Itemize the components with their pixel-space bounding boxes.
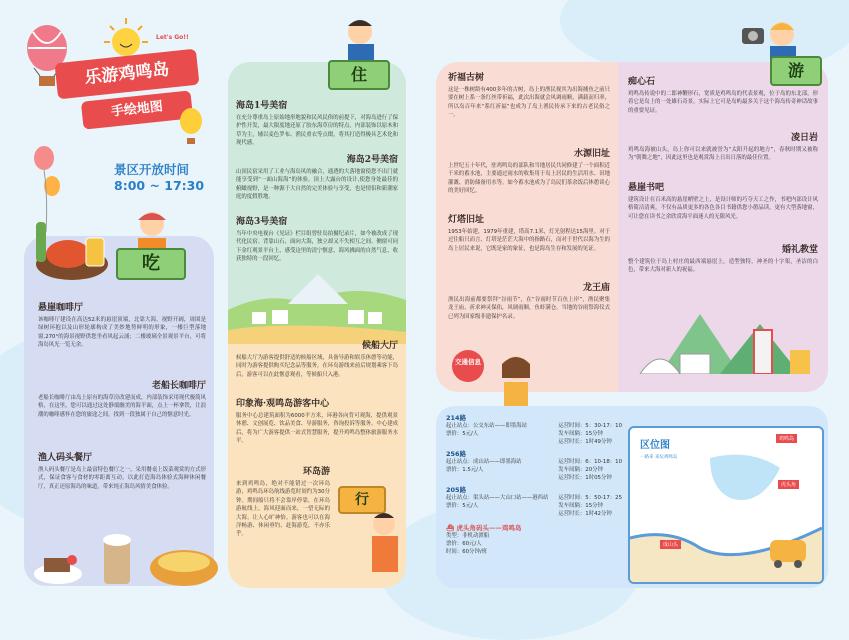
opening-hours-time: 8:00 ~ 17:30 [114,178,205,193]
stay-extra-title: 候船大厅 [361,341,398,351]
bus-icon-route-name: 205路 [446,486,467,494]
stay-item-text: 当年中央电视台《见证》栏目组曾驻岛拍摄纪录片，如今被改成了现代化民宿。背靠山石、面向大海，独立却又不失相互之间。侧窗可同下金红观景平台上，感受这里的清宁惬意，海风拂面的自然气息，收获独特的一段回忆。 [236,231,398,263]
route-214 [446,414,622,446]
tour-item-title: 龙王庙 [582,283,610,293]
tour-item-title: 灯塔旧址 [448,215,485,225]
route-label: 发车间隔： [558,503,586,509]
tour-item-text: 鸡鸣岛海被山头，岛上你可以来就被誉为“太阳升起的地方”，春秋时期又被称为“朝舞之地”，因此这里也是观赏海上日出日落的最佳位置。 [628,147,818,162]
tour-item-title: 悬崖书吧 [628,183,665,193]
stay-extra-0 [236,338,398,379]
ferry-route [446,524,622,556]
person-holding-sign-icon [336,14,396,64]
eat-item-0 [38,300,206,350]
route-label: 票价： [446,503,463,509]
stay-extra-1 [236,396,398,446]
tour-right-2 [628,180,818,221]
tour-item-text: 整个建筑位于岛上村庄的最西端悬崖上，造型独特，神圣的十字架，圣洁的白色，带来大海对新人的祝福。 [628,259,818,274]
ferry-name: 虎头角码头——鸡鸣岛 [456,524,522,532]
route-value: 1时49分钟 [585,439,612,445]
route-value: 1.5元/人 [462,467,484,473]
tour-item-text: 上世纪五十年代，驻鸡鸣岛的部队和当地居民共同修建了一个面积近千米的蓄水池，主要通过雨水的收集用于岛上居民的生活用水、田地灌溉、消防储备用水等。如今蓄水池成为了岛民们茶余饭后休憩谈心的美好回忆。 [448,163,610,195]
eat-item-text: 老船长咖啡厅由岛上原有的海草房改建而成，内部装饰采用现代极简风格，在这里，您可以通过这处静谧幽美的海平面，点上一杯拿铁，让浪潮的咖啡感怀在您的旅途之间，找到一段独属于自己的惬意时光。 [38,395,206,418]
route-value: 公交东站——即墨海站 [472,423,527,429]
route-value: 5元/人 [462,503,479,509]
route-value: 成山站——即墨海站 [472,459,522,465]
route-label: 类型： [446,533,463,539]
tour-item-title: 婚礼教堂 [781,245,818,255]
route-value: 5：30-17：10 [585,423,622,429]
page-title: 乐游鸡鸣岛 [55,49,200,100]
eat-badge: 吃 [116,248,186,280]
map-drawing [630,428,822,582]
route-label: 运营时间： [558,495,586,501]
stay-item-title: 海岛1号美宿 [236,101,288,111]
stay-extra-title: 环岛游 [302,467,330,477]
waving-person-icon [360,508,410,578]
route-256 [446,450,622,482]
route-label: 发车间隔： [558,431,586,437]
stay-item-0 [236,98,398,148]
route-value: 5元/人 [462,431,479,437]
tour-left-3 [448,280,610,321]
route-label: 起止站点： [446,459,473,465]
route-value: 60元/人 [462,541,482,547]
map-tag: 鸡鸣岛 [776,434,797,443]
map-title: 区位图 [640,440,670,451]
bus-icon-route-name: 214路 [446,414,467,422]
stay-item-text: 山顶民宿采用了工业与海岛风的融合，通透的大落地窗使您不出门就能享受到“一面山海海”的体验。顶上大露台的设计,使您身处最佳的俯瞰视野，是一种源于大自然的完美体验与享受，也是情侣和新潮家庭的度假胜地。 [236,169,398,201]
tour-item-text: 鸡鸣岛传说中的二郎神鞭形石，宽质是鸡鸣岛的代表景观，位于岛的东北部，形着它是岛上的一处雄石奇景，实际上它可是岛屿最多关于这个海岛传奇神话故事的重要见证。 [628,91,818,114]
map-tag: 成山头 [660,540,681,549]
route-label: 票价： [446,467,463,473]
tour-left-1 [448,146,610,196]
stay-extra-title: 印象海·观鸣岛游客中心 [236,399,330,409]
route-205 [446,486,622,518]
traffic-sign-icon [448,348,488,384]
route-label: 时间： [446,549,463,555]
tour-right-0 [628,74,818,115]
route-label: 起止站点： [446,495,473,501]
tour-right-1 [628,130,818,163]
route-label: 票价： [446,541,463,547]
stay-extra-text: 候船大厅为游客提供舒适的候船区域，具备导游和娱乐休憩等功能，同时为游客提供购买纪念品等服务，在环岛游线来前后规划乘客下岛后，游客可以在此惬意观看，等候船只入港。 [236,355,398,378]
route-label: 票价： [446,431,463,437]
tour-item-title: 水源旧址 [573,149,610,159]
island-landmarks-illustration [620,284,828,374]
map-tag: 虎头角 [778,480,799,489]
stay-item-text: 在充分尊重岛上原始地形地貌和民风民俗的前提下，对海岛进行了保护性开发，最大限度地还原了胶东海草房的特点，内部装饰以原木和草为主，辅以麦色罗布、渔民重衣等点缀，将其打造得极具艺术化和现代感。 [236,115,398,147]
route-label: 运营时长： [558,475,586,481]
tour-item-text: 这是一株树龄有400多年的古树，岛上的渔民视其为出海捕鱼之前只要在树上系一条红丝带祈福，此次出海就会风调雨顺，满载而归率，所以岛百年来“系红祈福”也成为了岛上渔民传承下来的古老民俗之一。 [448,87,610,119]
route-value: 6：10-18：10 [585,459,622,465]
tour-item-title: 凌日岩 [790,133,818,143]
eat-item-text: 该咖啡厅建设在高达52米的悬崖顶端，北靠大海，视野开阔，周围是绿树环抱以及山形轮廓构成了美妙地势鲜明的形象，一楼巨型落地窗,270°的海景视野供您坐看风起云涌；二楼玻璃全景观景平台，可将海岛风光一览无余。 [38,317,206,349]
route-value: 20分钟 [585,467,603,473]
tour-left-0 [448,70,610,120]
route-label: 运营时长： [558,439,586,445]
tour-item-text: 1953年始建，1979年重建，塔高7.1米，灯光射程达15海里。对于过往船只而言，灯塔是茫茫大海中的指路石，而对于世代以海为生的岛上居民来说，它既是家的象征，也是海岛生存和发展的见证。 [448,229,610,252]
eat-item-title: 悬崖咖啡厅 [38,303,84,313]
tour-right-3 [628,242,818,275]
stay-item-1 [236,152,398,202]
route-value: 渠头站——大山口站——港西站 [472,495,549,501]
eat-item-title: 渔人码头餐厅 [38,453,93,463]
stay-extra-2 [236,464,330,539]
route-label: 运营时间： [558,423,586,429]
route-value: 60分钟/班 [462,549,488,555]
tour-left-2 [448,212,610,253]
island-village-illustration [228,260,406,344]
travel-badge: 行 [338,486,386,514]
balloon-icon [178,108,204,146]
map-subtitle: 一路来 来玩鸡鸣岛 [640,455,678,460]
route-value: 1时05分钟 [585,475,612,481]
stay-extra-text: 来到鸡鸣岛，绝对不能错过一次环岛游，鸡鸣岛环岛航线游览时间约为30分钟。期间船只将不会靠岸停靠，在环岛游航线上，海风迎面而来，一望无际的大海，让人心旷神怡。游客也可以在海洋畅游、休闲垂钓、赶海游览，不亦乐乎。 [236,481,330,538]
stay-item-2 [236,214,398,264]
opening-hours-label: 景区开放时间 [114,162,190,177]
route-label: 发车间隔： [558,467,586,473]
eat-item-2 [38,450,206,491]
route-label: 运营时长： [558,511,586,517]
route-label: 运营时间： [558,459,586,465]
route-value: 非机动渡船 [462,533,490,539]
tour-item-text: 渔民出海前都要祭拜“谷雨节”，在“谷雨时节百鱼上岸”，渔民聚集龙王庙，祈求神灵保佑，风调雨顺，鱼虾满仓。当地的谷雨祭海仪式已列为国家级非遗保护名录。 [448,297,610,320]
eat-item-title: 老船长咖啡厅 [151,381,206,391]
tour-badge: 游 [770,56,822,86]
route-value: 1时42分钟 [585,511,612,517]
stay-extra-text: 服务中心总建筑面积为6000平方米，环港各向背可观海，提供观景休憩、文创展览、饮品美食、导游服务，咨询投诉等服务。中心建成后，将为广大游客提供一站式智慧服务，提升鸡鸣岛整体旅游服务水平。 [236,413,398,445]
route-value: 15分钟 [585,503,603,509]
stay-item-title: 海岛2号美宿 [346,155,398,165]
route-value: 5：50-17：25 [585,495,622,501]
food-dishes-icon [28,524,224,594]
eat-item-text: 渔人码头餐厅是岛上最富特色餐厅之一，采用餐桌上饭菜观赏的方式形式，保证食客与食材的零距离互动，以此打造海岛体验式海鲜休闲餐厅，真正还原海岛的味道，带来纯正海岛风情美食体验。 [38,467,206,490]
eat-item-1 [38,378,206,419]
stay-badge: 住 [328,60,390,90]
bus-icon-route-name: 256路 [446,450,467,458]
tour-item-title: 痴心石 [628,77,656,87]
tour-item-title: 祈福古树 [448,73,485,83]
page-subtitle: 手绘地图 [81,90,193,129]
tour-item-text: 建筑设计在百米高的悬崖峭壁之上，是设计师的巧夺天工之作，书吧内部设计风格简洁清爽，不仅有品质更多的各色各目书籍供您小憩品读，更有大型落地窗，可让您在读书之余欣赏海平面迷人的无限风光。 [628,197,818,220]
sun-badge: Let's Go!! [156,34,189,41]
girl-pointing-icon [486,352,546,412]
traffic-sign-label: 交通信息 [455,358,481,366]
route-label: 起止站点： [446,423,473,429]
route-value: 15分钟 [585,431,603,437]
ship-icon: ⛴ [446,524,457,532]
seafood-icon [28,212,114,288]
stay-item-title: 海岛3号美宿 [236,217,288,227]
